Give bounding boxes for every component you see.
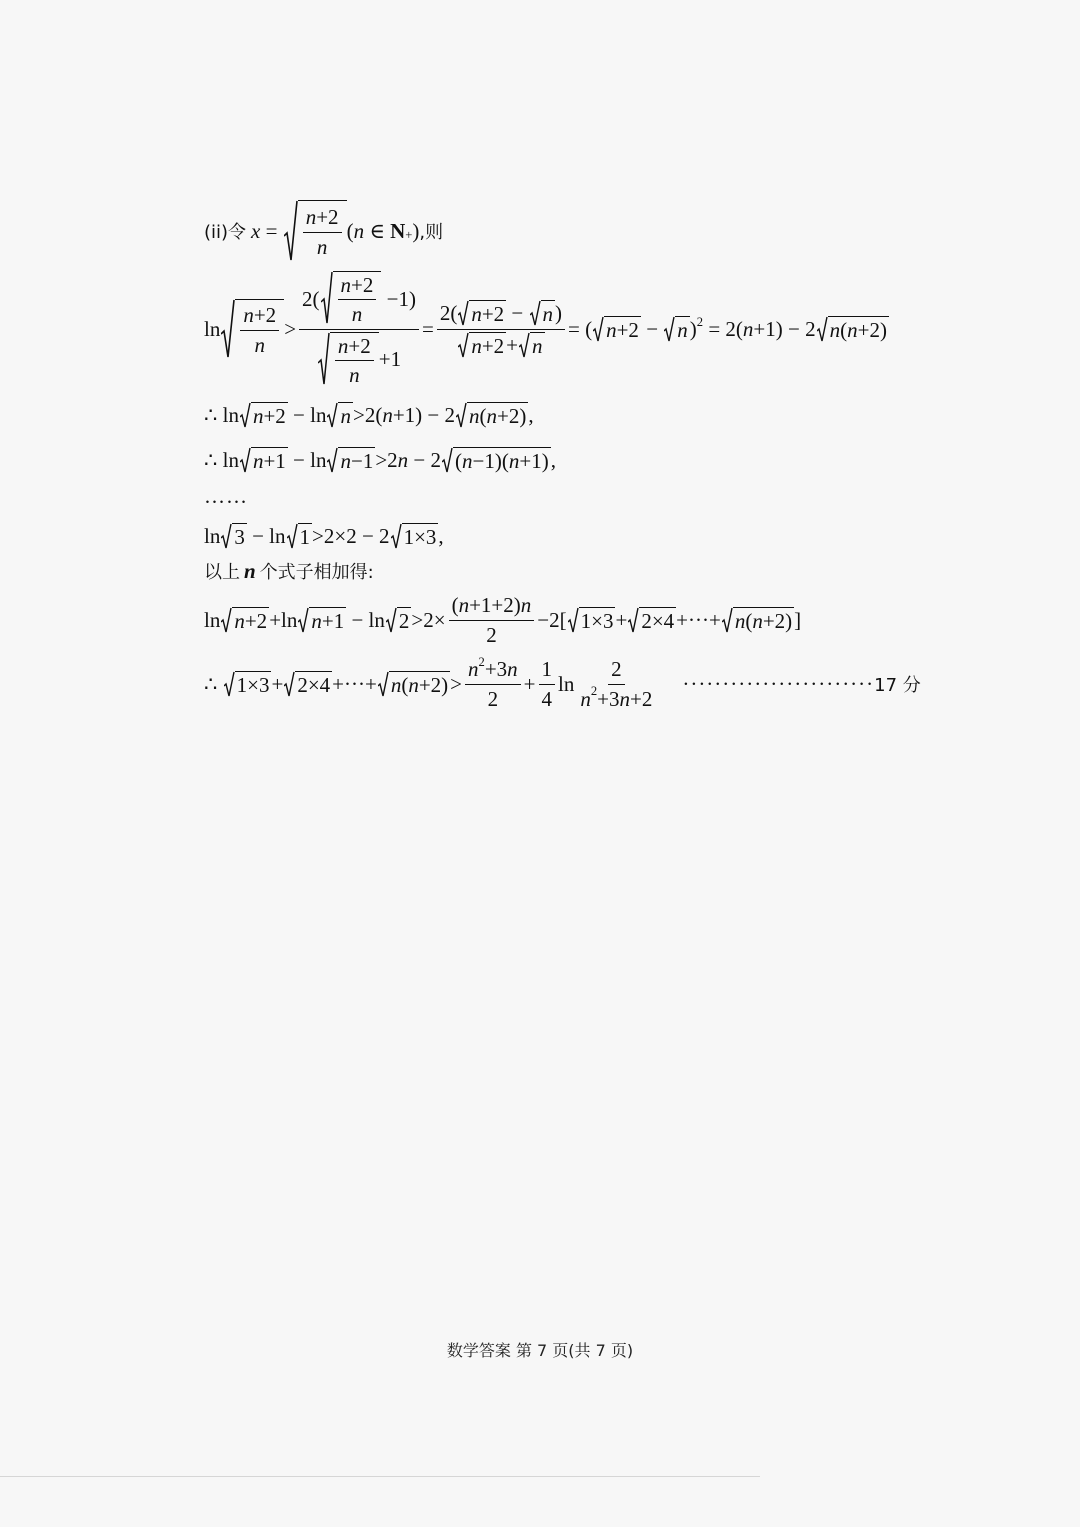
- sum-text-b: 个式子相加得:: [259, 562, 374, 583]
- line-sum-result: ln n +2 +ln n +1 − ln 2 >2× ( n +1+2) n 2 −2[ 1×3 + 2×4 +···+ n ( n +2) ]: [204, 593, 802, 647]
- line-sum-text: 以上 n 个式子相加得:: [204, 558, 374, 583]
- comma: ,: [528, 402, 534, 427]
- sqrt-expression: n +2 n: [284, 200, 347, 262]
- line-ellipsis: [204, 484, 248, 508]
- line-inequality-main: ln n +2 n > 2( n +2 n −1) n +2 n +1 = 2( n +2 − n ) n +2 + n = ( n +2 − n ) $^2$ = 2( n +1) − 2 n ( n +2): [204, 273, 887, 387]
- comma: ,: [550, 447, 556, 472]
- score-leader: ························: [682, 672, 875, 696]
- line-therefore-1: ∴ ln n +2 − ln n >2( n +1) − 2 n ( n +2) ,: [204, 402, 534, 428]
- ellipsis-text: ……: [204, 483, 248, 508]
- sum-text-a: 以上: [204, 562, 240, 583]
- line-conclusion: ∴ 1×3 + 2×4 +···+ n ( n +2) > n $^2$ +3 n 2 + $\frac{1}{4}$ ln 2 n $^2$ +3 n +2 ························17 分: [204, 655, 921, 711]
- page-footer: 数学答案 第 7 页(共 7 页): [446, 1341, 634, 1360]
- line-suffix-text: ,则: [419, 222, 444, 243]
- score-label: 17 分: [874, 675, 921, 696]
- line-substitution: (ⅰi)令 x = n +2 n ( n ∈ N $_+$ ) ,则: [204, 196, 443, 266]
- comma: ,: [438, 523, 444, 548]
- bottom-divider: [0, 1476, 760, 1477]
- line-label-text: (ⅰi)令: [204, 222, 247, 243]
- line-base-case: ln 3 − ln 1 >2×2 − 2 1×3 ,: [204, 523, 444, 549]
- line-therefore-2: ∴ ln n +1 − ln n −1 >2 n − 2 ( n −1)( n +1) ,: [204, 447, 556, 473]
